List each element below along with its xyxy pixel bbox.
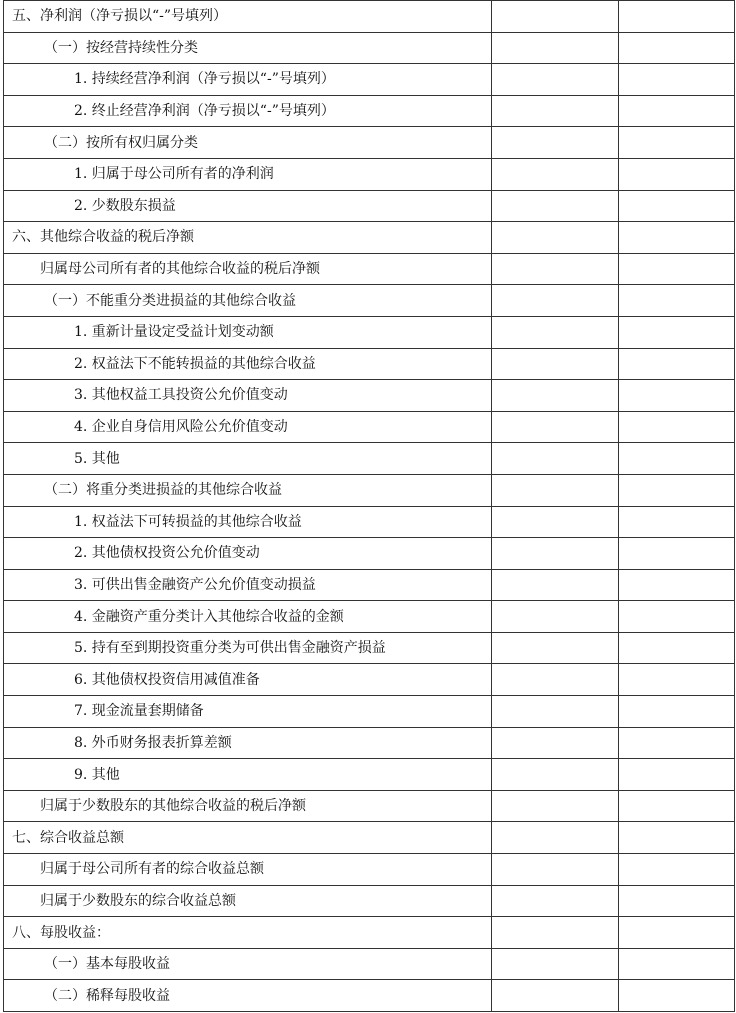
current-period-value [492, 474, 619, 506]
row-label: 归属于少数股东的综合收益总额 [4, 885, 492, 917]
table-row [4, 158, 735, 190]
table-row [4, 443, 735, 475]
row-label: 2. 终止经营净利润（净亏损以“-”号填列） [4, 95, 492, 127]
row-label: 五、净利润（净亏损以“-”号填列） [4, 1, 492, 33]
current-period-value [492, 759, 619, 791]
row-label: （二）将重分类进损益的其他综合收益 [4, 474, 492, 506]
row-label: 3. 其他权益工具投资公允价值变动 [4, 380, 492, 412]
prior-period-value [619, 443, 735, 475]
row-label: 归属母公司所有者的其他综合收益的税后净额 [4, 253, 492, 285]
current-period-value [492, 885, 619, 917]
prior-period-value [619, 32, 735, 64]
current-period-value [492, 980, 619, 1012]
current-period-value [492, 569, 619, 601]
table-row [4, 474, 735, 506]
prior-period-value [619, 222, 735, 254]
table-row [4, 253, 735, 285]
current-period-value [492, 32, 619, 64]
row-label: （二）稀释每股收益 [4, 980, 492, 1012]
prior-period-value [619, 569, 735, 601]
current-period-value [492, 790, 619, 822]
current-period-value [492, 727, 619, 759]
table-row [4, 980, 735, 1012]
prior-period-value [619, 506, 735, 538]
current-period-value [492, 601, 619, 633]
prior-period-value [619, 885, 735, 917]
current-period-value [492, 506, 619, 538]
prior-period-value [619, 696, 735, 728]
table-row [4, 885, 735, 917]
row-label: 2. 权益法下不能转损益的其他综合收益 [4, 348, 492, 380]
table-row [4, 1, 735, 33]
current-period-value [492, 253, 619, 285]
prior-period-value [619, 759, 735, 791]
prior-period-value [619, 601, 735, 633]
current-period-value [492, 380, 619, 412]
table-row [4, 948, 735, 980]
prior-period-value [619, 64, 735, 96]
current-period-value [492, 664, 619, 696]
row-label: （一）不能重分类进损益的其他综合收益 [4, 285, 492, 317]
row-label: 八、每股收益： [4, 917, 492, 949]
prior-period-value [619, 348, 735, 380]
current-period-value [492, 443, 619, 475]
prior-period-value [619, 316, 735, 348]
table-row [4, 411, 735, 443]
prior-period-value [619, 790, 735, 822]
current-period-value [492, 285, 619, 317]
prior-period-value [619, 158, 735, 190]
prior-period-value [619, 253, 735, 285]
row-label: 8. 外币财务报表折算差额 [4, 727, 492, 759]
row-label: 4. 金融资产重分类计入其他综合收益的金额 [4, 601, 492, 633]
prior-period-value [619, 127, 735, 159]
prior-period-value [619, 1, 735, 33]
table-row [4, 190, 735, 222]
prior-period-value [619, 538, 735, 570]
table-row [4, 917, 735, 949]
row-label: 1. 权益法下可转损益的其他综合收益 [4, 506, 492, 538]
row-label: 七、综合收益总额 [4, 822, 492, 854]
row-label: （一）按经营持续性分类 [4, 32, 492, 64]
prior-period-value [619, 980, 735, 1012]
prior-period-value [619, 632, 735, 664]
table-row [4, 822, 735, 854]
row-label: 7. 现金流量套期储备 [4, 696, 492, 728]
table-row [4, 222, 735, 254]
table-row [4, 601, 735, 633]
current-period-value [492, 696, 619, 728]
row-label: 1. 归属于母公司所有者的净利润 [4, 158, 492, 190]
row-label: 4. 企业自身信用风险公允价值变动 [4, 411, 492, 443]
prior-period-value [619, 727, 735, 759]
table-row [4, 759, 735, 791]
current-period-value [492, 316, 619, 348]
row-label: 1. 持续经营净利润（净亏损以“-”号填列） [4, 64, 492, 96]
table-row [4, 569, 735, 601]
current-period-value [492, 127, 619, 159]
current-period-value [492, 411, 619, 443]
table-row [4, 727, 735, 759]
prior-period-value [619, 285, 735, 317]
current-period-value [492, 348, 619, 380]
current-period-value [492, 632, 619, 664]
row-label: （二）按所有权归属分类 [4, 127, 492, 159]
row-label: 六、其他综合收益的税后净额 [4, 222, 492, 254]
row-label: 6. 其他债权投资信用减值准备 [4, 664, 492, 696]
prior-period-value [619, 380, 735, 412]
prior-period-value [619, 664, 735, 696]
table-row [4, 854, 735, 886]
table-row [4, 348, 735, 380]
prior-period-value [619, 854, 735, 886]
prior-period-value [619, 917, 735, 949]
table-row [4, 506, 735, 538]
current-period-value [492, 854, 619, 886]
prior-period-value [619, 190, 735, 222]
table-row [4, 790, 735, 822]
current-period-value [492, 222, 619, 254]
table-row [4, 95, 735, 127]
prior-period-value [619, 948, 735, 980]
row-label: 1. 重新计量设定受益计划变动额 [4, 316, 492, 348]
row-label: 5. 持有至到期投资重分类为可供出售金融资产损益 [4, 632, 492, 664]
current-period-value [492, 158, 619, 190]
current-period-value [492, 64, 619, 96]
current-period-value [492, 190, 619, 222]
prior-period-value [619, 822, 735, 854]
table-row [4, 664, 735, 696]
row-label: 5. 其他 [4, 443, 492, 475]
current-period-value [492, 95, 619, 127]
table-row [4, 696, 735, 728]
table-row [4, 632, 735, 664]
table-row [4, 380, 735, 412]
table-row [4, 127, 735, 159]
row-label: 归属于母公司所有者的综合收益总额 [4, 854, 492, 886]
prior-period-value [619, 474, 735, 506]
table-row [4, 538, 735, 570]
current-period-value [492, 917, 619, 949]
current-period-value [492, 538, 619, 570]
current-period-value [492, 822, 619, 854]
comprehensive-income-table [3, 0, 735, 1012]
statement-body [4, 1, 735, 1012]
prior-period-value [619, 95, 735, 127]
current-period-value [492, 948, 619, 980]
row-label: 2. 其他债权投资公允价值变动 [4, 538, 492, 570]
row-label: （一）基本每股收益 [4, 948, 492, 980]
current-period-value [492, 1, 619, 33]
row-label: 9. 其他 [4, 759, 492, 791]
row-label: 2. 少数股东损益 [4, 190, 492, 222]
table-row [4, 285, 735, 317]
table-row [4, 32, 735, 64]
table-row [4, 316, 735, 348]
table-row [4, 64, 735, 96]
row-label: 归属于少数股东的其他综合收益的税后净额 [4, 790, 492, 822]
prior-period-value [619, 411, 735, 443]
row-label: 3. 可供出售金融资产公允价值变动损益 [4, 569, 492, 601]
